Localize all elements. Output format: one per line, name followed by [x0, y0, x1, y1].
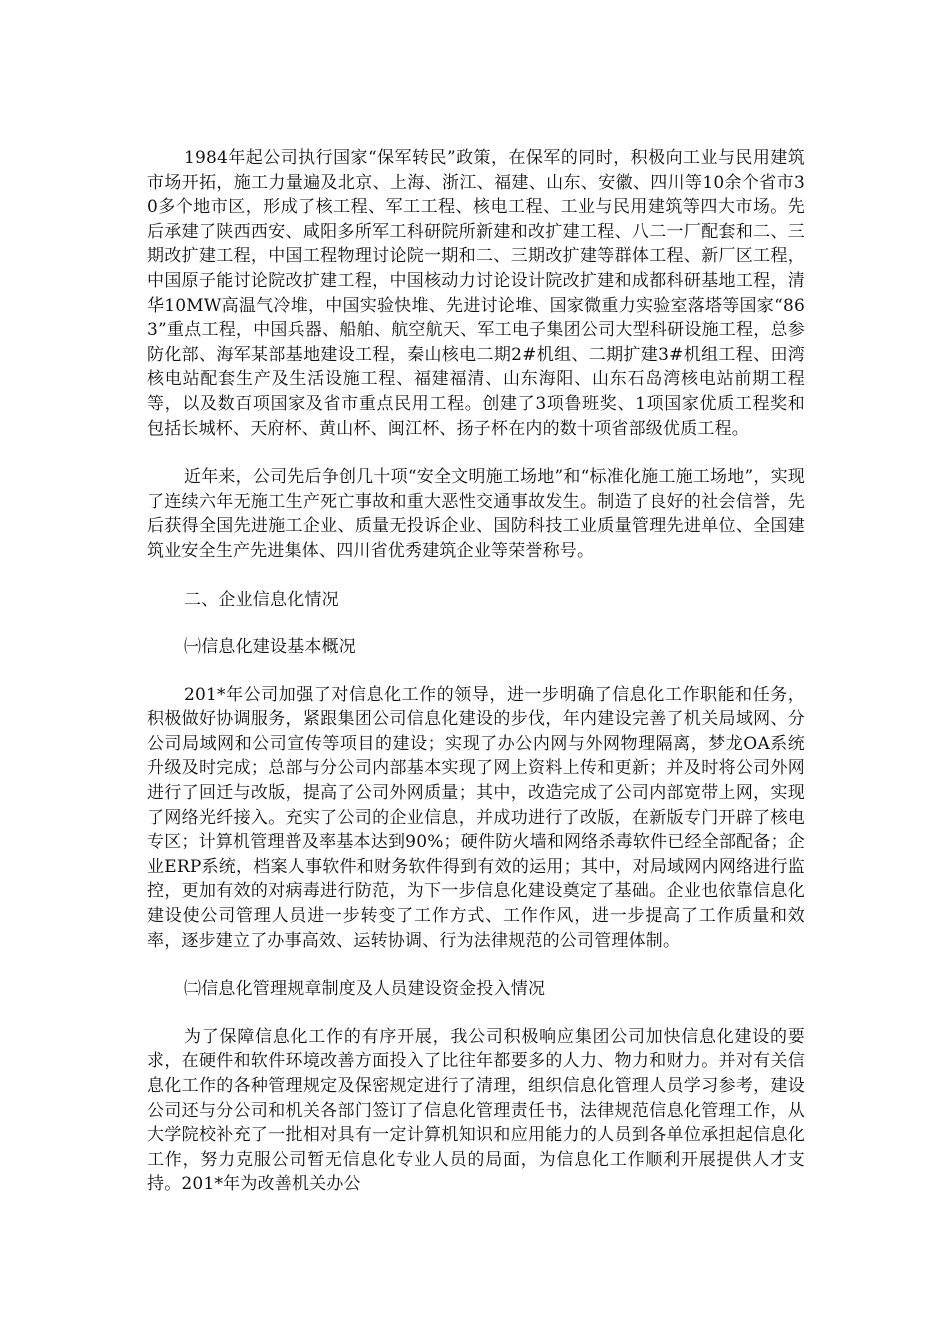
paragraph-informatization-overview: 201*年公司加强了对信息化工作的领导，进一步明确了信息化工作职能和任务，积极做好协调服务，紧跟集团公司信息化建设的步伐，年内建设完善了机关局域网、分公司局域网和公司宣传等项目的建设；实现了办公内网与外网物理隔离，梦龙OA系统升级及时完成；总部与分公司内部基本实现了网上资料上传和更新；并及时将公司外网进行了回迁与改版，提高了公司外网质量；其中，改造完成了公司内部宽带上网，实现了网络光纤接入。充实了公司的企业信息，并成功进行了改版，在新版专门开辟了核电专区；计算机管理普及率基本达到90%；硬件防火墙和网络杀毒软件已经全部配备；企业ERP系统，档案人事软件和财务软件得到有效的运用；其中，对局域网内网络进行监控，更加有效的对病毒进行防范，为下一步信息化建设奠定了基础。企业也依靠信息化建设使公司管理人员进一步转变了工作方式、工作作风，进一步提高了工作质量和效率，逐步建立了办事高效、运转协调、行为法律规范的公司管理体制。 — [147, 684, 805, 951]
subsection-heading-regulations-investment: ㈡信息化管理规章制度及人员建设资金投入情况 — [184, 979, 546, 1000]
paragraph-recent-achievements: 近年来，公司先后争创几十项“安全文明施工场地”和“标准化施工施工场地”，实现了连续六年无施工生产死亡事故和重大恶性交通事故发生。制造了良好的社会信誉，先后获得全国先进施工企业、质量无投诉企业、国防科技工业质量管理先进单位、全国建筑业安全生产先进集体、四川省优秀建筑企业等荣誉称号。 — [147, 467, 805, 561]
section-heading-informatization: 二、企业信息化情况 — [184, 589, 339, 610]
paragraph-company-history: 1984年起公司执行国家“保军转民”政策，在保军的同时，积极向工业与民用建筑市场开拓，施工力量遍及北京、上海、浙江、福建、山东、安徽、四川等10余个省市30多个地市区，形成了核工程、军工工程、核电工程、工业与民用建筑等四大市场。先后承建了陕西西安、咸阳多所军工科研院所新建和改扩建工程、八二一厂配套和二、三期改扩建工程，中国工程物理讨论院一期和二、三期改扩建等群体工程、新厂区工程，中国原子能讨论院改扩建工程，中国核动力讨论设计院改扩建和成都科研基地工程，清华10MW高温气冷堆，中国实验快堆、先进讨论堆、国家微重力实验室落塔等国家“863”重点工程，中国兵器、船舶、航空航天、军工电子集团公司大型科研设施工程，总参防化部、海军某部基地建设工程，秦山核电二期2#机组、二期扩建3#机组工程、田湾核电站配套生产及生活设施工程、福建福清、山东海阳、山东石岛湾核电站前期工程等，以及数百项国家及省市重点民用工程。创建了3项鲁班奖、1项国家优质工程奖和包括长城杯、天府杯、黄山杯、闽江杯、扬子杯在内的数十项省部级优质工程。 — [147, 148, 805, 439]
paragraph-regulations-investment: 为了保障信息化工作的有序开展，我公司积极响应集团公司加快信息化建设的要求，在硬件和软件环境改善方面投入了比往年都要多的人力、物力和财力。并对有关信息化工作的各种管理规定及保密规定进行了清理，组织信息化管理人员学习参考，建设公司还与分公司和机关各部门签订了信息化管理责任书，法律规范信息化管理工作，从大学院校补充了一批相对具有一定计算机知识和应用能力的人员到各单位承担起信息化工作，努力克服公司暂无信息化专业人员的局面，为信息化工作顺利开展提供人才支持。201*年为改善机关办公 — [147, 1026, 805, 1195]
subsection-heading-overview: ㈠信息化建设基本概况 — [184, 637, 356, 658]
document-body — [147, 146, 805, 1197]
